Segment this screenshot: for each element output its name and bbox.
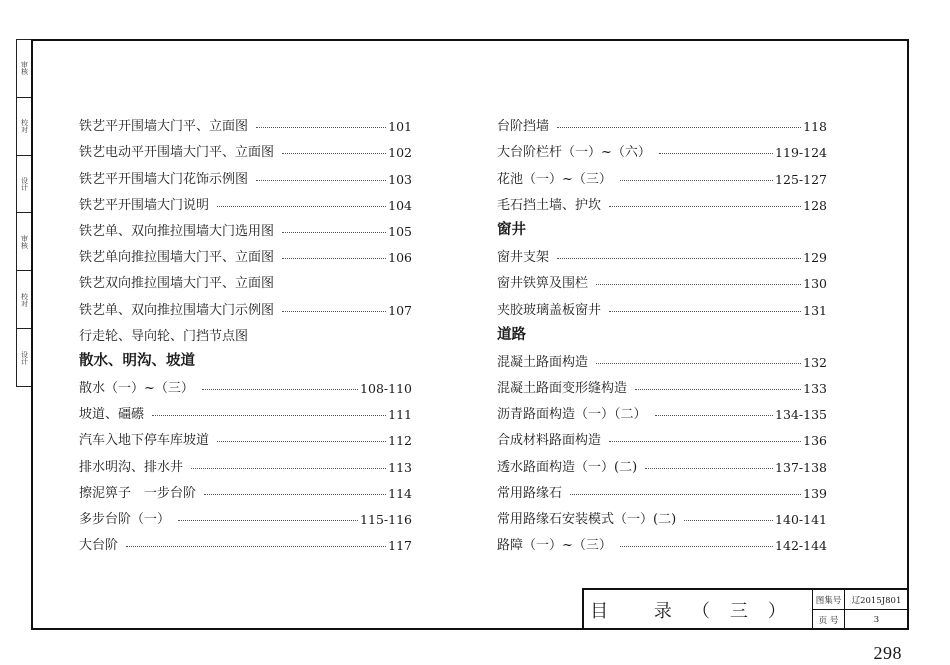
toc-entry-title: 窗井支架 [497,250,550,266]
dot-leader [635,389,801,390]
toc-entry[interactable] [79,370,412,396]
dot-leader [282,311,386,312]
toc-entry[interactable] [497,239,827,265]
toc-entry[interactable] [497,448,827,474]
toc-entry[interactable] [497,265,827,291]
toc-entry-page: 133 [803,381,827,397]
toc-entry-page: 136 [803,433,827,449]
section-heading: 散水、明沟、坡道 [79,351,195,369]
dot-leader [178,520,358,521]
toc-entry[interactable] [497,108,827,134]
toc-entry-page: 114 [388,485,412,501]
toc-right-column [497,108,827,553]
toc-entry-title: 合成材料路面构造 [497,433,602,449]
toc-entry-page: 112 [388,433,412,449]
toc-entry-title: 擦泥箅子 一步台阶 [79,485,197,501]
toc-entry[interactable] [497,187,827,213]
dot-leader [126,546,386,547]
dot-leader [202,389,358,390]
toc-entry-title: 铁艺平开围墙大门平、立面图 [79,119,249,135]
dot-leader [609,311,801,312]
toc-entry-title: 大台阶栏杆（一）~（六） [497,145,651,161]
toc-entry-title: 铁艺平开围墙大门说明 [79,197,210,213]
toc-entry[interactable] [497,160,827,186]
toc-entry-title: 窗井铁箅及围栏 [497,276,589,292]
toc-entry[interactable] [79,527,412,553]
toc-entry-page: 106 [388,250,412,266]
toc-entry-page: 108-110 [360,381,412,397]
toc-entry-page: 101 [388,119,412,135]
toc-entry-page: 102 [388,145,412,161]
page-number-label: 页 号 [813,610,845,630]
signature-cell: 设计 [17,156,31,214]
dot-leader [191,468,386,469]
toc-entry[interactable] [79,213,412,239]
toc-entry-page: 140-141 [775,512,827,527]
toc-entry-title: 铁艺单、双向推拉围墙大门选用图 [79,223,275,239]
toc-entry[interactable] [79,422,412,448]
toc-entry-page: 129 [803,250,827,266]
toc-entry-title: 排水明沟、排水井 [79,459,184,475]
toc-entry-title: 路障（一）~（三） [497,538,612,554]
toc-entry[interactable] [497,396,827,422]
toc-entry[interactable] [497,527,827,553]
dot-leader [282,153,386,154]
toc-entry[interactable] [79,108,412,134]
dot-leader [282,258,386,259]
dot-leader [570,494,801,495]
section-heading: 窗井 [497,220,526,238]
dot-leader [557,127,801,128]
toc-entry[interactable] [497,344,827,370]
toc-entry[interactable] [79,448,412,474]
title-block-info [812,590,908,630]
toc-entry-title: 大台阶 [79,538,119,554]
dot-leader [609,206,801,207]
dot-leader [596,363,801,364]
toc-entry-title: 铁艺双向推拉围墙大门平、立面图 [79,276,275,292]
toc-entry-page: 134-135 [775,407,827,423]
signature-cell: 审核 [17,213,31,271]
signature-cell: 审核 [17,40,31,98]
signature-strip [16,39,31,387]
dot-leader [256,180,386,181]
toc-entry-page: 118 [803,119,827,135]
dot-leader [609,441,801,442]
toc-left-column [79,108,412,553]
toc-entry-title: 铁艺单向推拉围墙大门平、立面图 [79,250,275,266]
toc-entry[interactable] [497,501,827,527]
toc-entry[interactable] [79,318,412,344]
toc-entry-page: 128 [803,197,827,213]
toc-entry-title: 毛石挡土墙、护坎 [497,197,602,213]
toc-entry-title: 坡道、礓礤 [79,407,145,423]
dot-leader [659,153,773,154]
toc-entry[interactable] [79,160,412,186]
toc-entry-title: 汽车入地下停车库坡道 [79,433,210,449]
section-heading: 道路 [497,325,526,343]
toc-entry-title: 沥青路面构造（一）（二） [497,407,647,423]
toc-entry[interactable] [79,501,412,527]
toc-entry-page: 111 [388,407,412,423]
toc-entry[interactable] [79,134,412,160]
toc-entry-page: 117 [388,538,412,554]
dot-leader [645,468,773,469]
toc-entry-page: 142-144 [775,538,827,554]
signature-cell: 校对 [17,271,31,329]
toc-entry-page: 103 [388,171,412,187]
dot-leader [620,180,773,181]
toc-entry-title: 铁艺单、双向推拉围墙大门示例图 [79,302,275,318]
toc-entry-title: 铁艺平开围墙大门花饰示例图 [79,171,249,187]
toc-entry-title: 多步台阶（一） [79,512,171,527]
toc-entry-title: 花池（一）~（三） [497,171,612,187]
toc-entry-page: 137-138 [775,459,827,475]
dot-leader [204,494,386,495]
page-number-value: 3 [873,615,880,625]
sheet-page-number: 298 [873,643,902,663]
toc-entry-title: 行走轮、导向轮、门挡节点图 [79,328,249,344]
dot-leader [256,127,386,128]
toc-entry-title: 透水路面构造（一）(二) [497,459,638,475]
dot-leader [620,546,773,547]
toc-entry[interactable] [79,475,412,501]
dot-leader [217,441,386,442]
toc-entry-page: 119-124 [775,145,827,161]
title-block [582,588,908,630]
toc-entry-title: 混凝土路面变形缝构造 [497,381,628,397]
toc-entry[interactable] [79,239,412,265]
toc-entry-title: 散水（一）~（三） [79,381,194,397]
dot-leader [282,232,386,233]
toc-entry-page: 104 [388,197,412,213]
toc-entry[interactable] [497,370,827,396]
toc-entry[interactable] [497,422,827,448]
atlas-number-value: 辽2015J801 [845,590,908,610]
toc-entry-page: 130 [803,276,827,292]
toc-entry[interactable] [497,134,827,160]
toc-entry-page: 131 [803,302,827,318]
atlas-number-label: 图集号 [813,590,845,610]
dot-leader [152,415,386,416]
signature-cell: 校对 [17,98,31,156]
toc-entry[interactable] [79,396,412,422]
toc-entry-page: 105 [388,223,412,239]
toc-entry[interactable] [497,475,827,501]
toc-entry[interactable] [79,291,412,317]
toc-entry-page: 113 [388,459,412,475]
dot-leader [684,520,773,521]
toc-entry-page: 132 [803,354,827,370]
toc-entry-title: 混凝土路面构造 [497,354,589,370]
toc-entry[interactable] [79,265,412,291]
toc-entry-title: 台阶挡墙 [497,119,550,135]
toc-entry-page: 139 [803,485,827,501]
toc-entry-title: 常用路缘石安装模式（一）(二) [497,512,677,527]
toc-entry-page: 107 [388,302,412,318]
title-block-title: 目 录（三） [590,601,806,622]
dot-leader [596,284,801,285]
toc-entry[interactable] [79,187,412,213]
toc-entry[interactable] [497,291,827,317]
toc-entry-title: 常用路缘石 [497,485,563,501]
dot-leader [217,206,386,207]
signature-cell: 设计 [20,350,29,365]
toc-entry-page: 125-127 [775,171,827,187]
toc-entry-page: 115-116 [360,512,412,527]
dot-leader [557,258,801,259]
toc-entry-title: 夹胶玻璃盖板窗井 [497,302,602,318]
dot-leader [655,415,774,416]
toc-entry-title: 铁艺电动平开围墙大门平、立面图 [79,145,275,161]
